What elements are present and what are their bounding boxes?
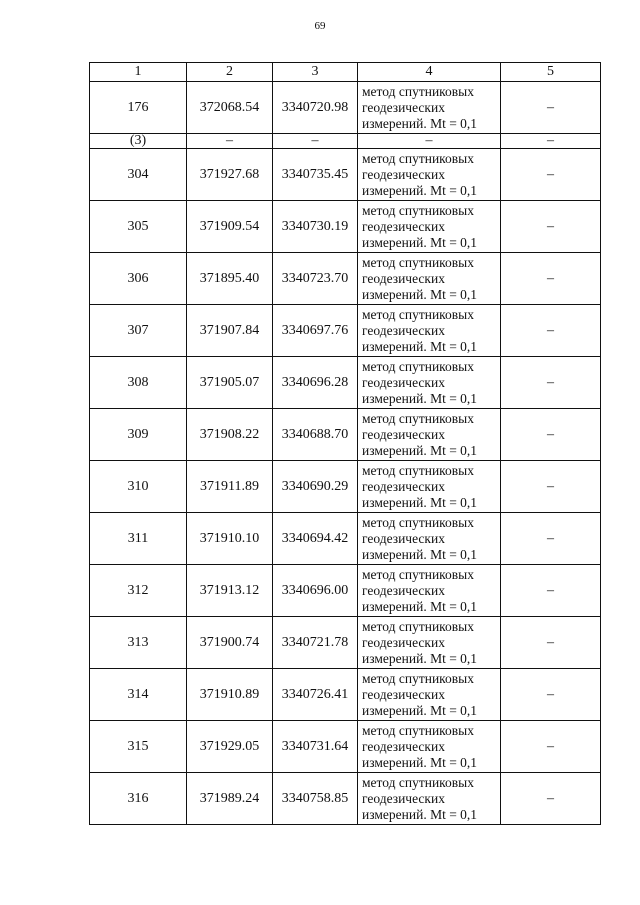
method-text-line: геодезических <box>362 582 445 598</box>
point-number-cell: 176 <box>90 82 187 134</box>
y-coordinate-cell: 3340688.70 <box>273 409 358 461</box>
method-cell <box>358 201 501 253</box>
method-text-line: метод спутниковых <box>362 722 474 738</box>
method-cell <box>358 82 501 134</box>
method-text-line: геодезических <box>362 530 445 546</box>
note-cell: – <box>501 565 601 617</box>
y-coordinate-cell: 3340726.41 <box>273 669 358 721</box>
method-text-line: метод спутниковых <box>362 774 474 790</box>
point-number-cell: 308 <box>90 357 187 409</box>
note-cell: – <box>501 617 601 669</box>
y-coordinate-cell: 3340735.45 <box>273 149 358 201</box>
column-header-1: 1 <box>90 63 187 82</box>
method-cell <box>358 617 501 669</box>
method-text-line: геодезических <box>362 478 445 494</box>
table-row <box>90 513 601 565</box>
column-header-5: 5 <box>501 63 601 82</box>
note-cell: – <box>501 357 601 409</box>
table-row <box>90 461 601 513</box>
y-coordinate-cell: 3340697.76 <box>273 305 358 357</box>
table-row <box>90 305 601 357</box>
table-row-gap <box>90 134 601 149</box>
table-row <box>90 253 601 305</box>
table-row <box>90 201 601 253</box>
point-number-cell: 314 <box>90 669 187 721</box>
x-coordinate-cell: 371927.68 <box>187 149 273 201</box>
column-header-4: 4 <box>358 63 501 82</box>
method-text-line: метод спутниковых <box>362 83 474 99</box>
method-text-line: измерений. Mt = 0,1 <box>362 494 478 510</box>
method-text-line: метод спутниковых <box>362 462 474 478</box>
method-text-line: геодезических <box>362 322 445 338</box>
table-body <box>90 82 601 825</box>
method-text-line: измерений. Mt = 0,1 <box>362 234 478 250</box>
point-number-cell: 315 <box>90 721 187 773</box>
x-coordinate-cell: 372068.54 <box>187 82 273 134</box>
y-coordinate-cell: 3340720.98 <box>273 82 358 134</box>
note-cell: – <box>501 134 601 149</box>
method-text-line: измерений. Mt = 0,1 <box>362 702 478 718</box>
method-cell <box>358 253 501 305</box>
point-number-cell: 311 <box>90 513 187 565</box>
method-cell <box>358 565 501 617</box>
note-cell: – <box>501 669 601 721</box>
method-text-line: метод спутниковых <box>362 202 474 218</box>
point-number-cell: 306 <box>90 253 187 305</box>
point-number-cell: 305 <box>90 201 187 253</box>
coordinates-table <box>89 62 601 825</box>
y-coordinate-cell: 3340694.42 <box>273 513 358 565</box>
method-text-line: измерений. Mt = 0,1 <box>362 286 478 302</box>
column-header-3: 3 <box>273 63 358 82</box>
method-text-line: метод спутниковых <box>362 670 474 686</box>
page-number: 69 <box>314 20 326 32</box>
table-row <box>90 149 601 201</box>
x-coordinate-cell: 371900.74 <box>187 617 273 669</box>
method-text-line: метод спутниковых <box>362 150 474 166</box>
method-text-line: метод спутниковых <box>362 306 474 322</box>
x-coordinate-cell: 371909.54 <box>187 201 273 253</box>
x-coordinate-cell: 371913.12 <box>187 565 273 617</box>
method-cell <box>358 669 501 721</box>
point-number-cell: (3) <box>90 134 187 149</box>
point-number-cell: 313 <box>90 617 187 669</box>
note-cell: – <box>501 82 601 134</box>
point-number-cell: 304 <box>90 149 187 201</box>
table-row <box>90 669 601 721</box>
y-coordinate-cell: – <box>273 134 358 149</box>
method-cell <box>358 409 501 461</box>
note-cell: – <box>501 201 601 253</box>
x-coordinate-cell: 371910.10 <box>187 513 273 565</box>
x-coordinate-cell: 371907.84 <box>187 305 273 357</box>
method-cell <box>358 513 501 565</box>
method-cell <box>358 149 501 201</box>
y-coordinate-cell: 3340690.29 <box>273 461 358 513</box>
method-text-line: измерений. Mt = 0,1 <box>362 390 478 406</box>
point-number-cell: 312 <box>90 565 187 617</box>
x-coordinate-cell: 371908.22 <box>187 409 273 461</box>
note-cell: – <box>501 773 601 825</box>
method-text-line: геодезических <box>362 218 445 234</box>
table-row <box>90 773 601 825</box>
method-text-line: измерений. Mt = 0,1 <box>362 546 478 562</box>
method-text-line: метод спутниковых <box>362 410 474 426</box>
y-coordinate-cell: 3340696.28 <box>273 357 358 409</box>
x-coordinate-cell: 371911.89 <box>187 461 273 513</box>
method-text-line: метод спутниковых <box>362 618 474 634</box>
column-header-2: 2 <box>187 63 273 82</box>
method-text-line: метод спутниковых <box>362 514 474 530</box>
method-text-line: измерений. Mt = 0,1 <box>362 182 478 198</box>
method-text-line: геодезических <box>362 270 445 286</box>
method-text-line: измерений. Mt = 0,1 <box>362 650 478 666</box>
table-row <box>90 82 601 134</box>
table-row <box>90 565 601 617</box>
table-row <box>90 721 601 773</box>
y-coordinate-cell: 3340730.19 <box>273 201 358 253</box>
method-text-line: геодезических <box>362 686 445 702</box>
method-text-line: метод спутниковых <box>362 358 474 374</box>
x-coordinate-cell: 371929.05 <box>187 721 273 773</box>
note-cell: – <box>501 461 601 513</box>
note-cell: – <box>501 409 601 461</box>
method-text-line: измерений. Mt = 0,1 <box>362 598 478 614</box>
y-coordinate-cell: 3340721.78 <box>273 617 358 669</box>
method-text-line: геодезических <box>362 634 445 650</box>
x-coordinate-cell: 371905.07 <box>187 357 273 409</box>
note-cell: – <box>501 721 601 773</box>
method-cell <box>358 461 501 513</box>
method-text-line: измерений. Mt = 0,1 <box>362 115 478 131</box>
method-cell <box>358 305 501 357</box>
method-text-line: измерений. Mt = 0,1 <box>362 442 478 458</box>
y-coordinate-cell: 3340723.70 <box>273 253 358 305</box>
method-text-line: геодезических <box>362 738 445 754</box>
method-text-line: измерений. Mt = 0,1 <box>362 754 478 770</box>
note-cell: – <box>501 149 601 201</box>
method-cell <box>358 357 501 409</box>
x-coordinate-cell: 371989.24 <box>187 773 273 825</box>
method-text-line: метод спутниковых <box>362 566 474 582</box>
point-number-cell: 310 <box>90 461 187 513</box>
x-coordinate-cell: 371910.89 <box>187 669 273 721</box>
x-coordinate-cell: 371895.40 <box>187 253 273 305</box>
method-text-line: геодезических <box>362 166 445 182</box>
point-number-cell: 309 <box>90 409 187 461</box>
note-cell: – <box>501 513 601 565</box>
y-coordinate-cell: 3340731.64 <box>273 721 358 773</box>
table-header-row <box>90 63 601 82</box>
y-coordinate-cell: 3340758.85 <box>273 773 358 825</box>
method-cell: – <box>358 134 501 149</box>
table-row <box>90 617 601 669</box>
note-cell: – <box>501 305 601 357</box>
point-number-cell: 316 <box>90 773 187 825</box>
x-coordinate-cell: – <box>187 134 273 149</box>
method-text-line: геодезических <box>362 99 445 115</box>
method-text-line: измерений. Mt = 0,1 <box>362 338 478 354</box>
note-cell: – <box>501 253 601 305</box>
table-row <box>90 409 601 461</box>
method-cell <box>358 721 501 773</box>
method-text-line: геодезических <box>362 374 445 390</box>
point-number-cell: 307 <box>90 305 187 357</box>
method-text-line: измерений. Mt = 0,1 <box>362 806 478 822</box>
method-text-line: метод спутниковых <box>362 254 474 270</box>
method-text-line: геодезических <box>362 426 445 442</box>
method-text-line: геодезических <box>362 790 445 806</box>
table-row <box>90 357 601 409</box>
method-cell <box>358 773 501 825</box>
y-coordinate-cell: 3340696.00 <box>273 565 358 617</box>
